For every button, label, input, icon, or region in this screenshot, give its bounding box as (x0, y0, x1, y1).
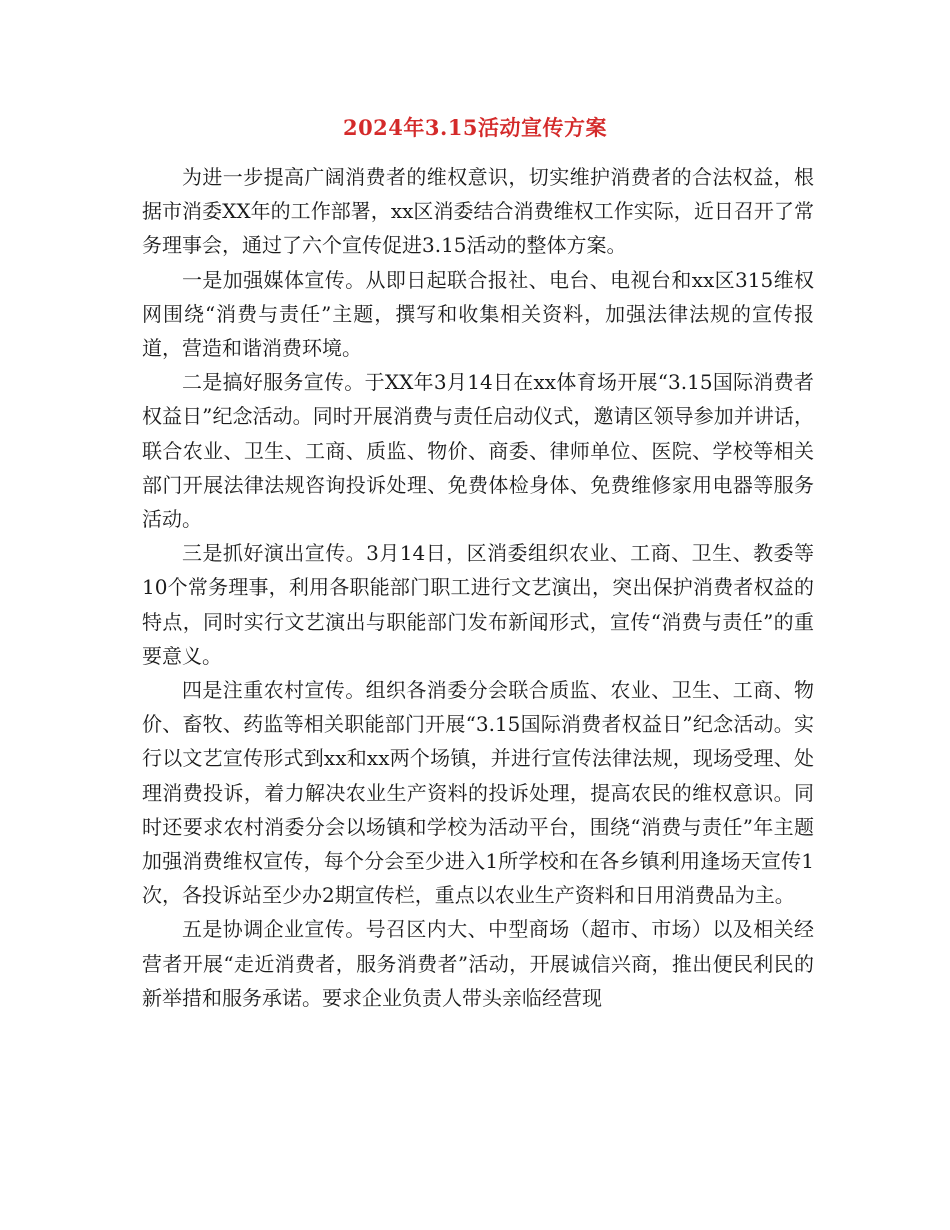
paragraph-media-publicity: 一是加强媒体宣传。从即日起联合报社、电台、电视台和xx区315维权网围绕“消费与责任”主题，撰写和收集相关资料，加强法律法规的宣传报道，营造和谐消费环境。 (142, 267, 814, 361)
paragraph-enterprise-publicity: 五是协调企业宣传。号召区内大、中型商场（超市、市场）以及相关经营者开展“走近消费者，服务消费者”活动，开展诚信兴商，推出便民利民的新举措和服务承诺。要求企业负责人带头亲临经营现 (142, 917, 814, 1010)
paragraph-rural-publicity: 四是注重农村宣传。组织各消委分会联合质监、农业、卫生、工商、物价、畜牧、药监等相关职能部门开展“3.15国际消费者权益日”纪念活动。实行以文艺宣传形式到xx和xx两个场镇，并进行宣传法律法规，现场受理、处理消费投诉，着力解决农业生产资料的投诉处理，提高农民的维权意识。同时还要求农村消委分会以场镇和学校为活动平台，围绕“消费与责任”年主题加强消费维权宣传，每个分会至少进入1所学校和在各乡镇利用逢场天宣传1次，各投诉站至少办2期宣传栏，重点以农业生产资料和日用消费品为主。 (142, 678, 814, 908)
paragraph-intro: 为进一步提高广阔消费者的维权意识，切实维护消费者的合法权益，根据市消委XX年的工作部署，xx区消委结合消费维权工作实际，近日召开了常务理事会，通过了六个宣传促进3.15活动的整体方案。 (142, 165, 814, 258)
paragraph-performance-publicity: 三是抓好演出宣传。3月14日，区消委组织农业、工商、卫生、教委等10个常务理事，利用各职能部门职工进行文艺演出，突出保护消费者权益的特点，同时实行文艺演出与职能部门发布新闻形式，宣传“消费与责任”的重要意义。 (142, 541, 814, 668)
document-title: 2024年3.15活动宣传方案 (342, 115, 608, 140)
document-body (142, 160, 814, 1015)
paragraph-service-publicity: 二是搞好服务宣传。于XX年3月14日在xx体育场开展“3.15国际消费者权益日”纪念活动。同时开展消费与责任启动仪式，邀请区领导参加并讲话，联合农业、卫生、工商、质监、物价、商委、律师单位、医院、学校等相关部门开展法律法规咨询投诉处理、免费体检身体、免费维修家用电器等服务活动。 (142, 370, 814, 532)
